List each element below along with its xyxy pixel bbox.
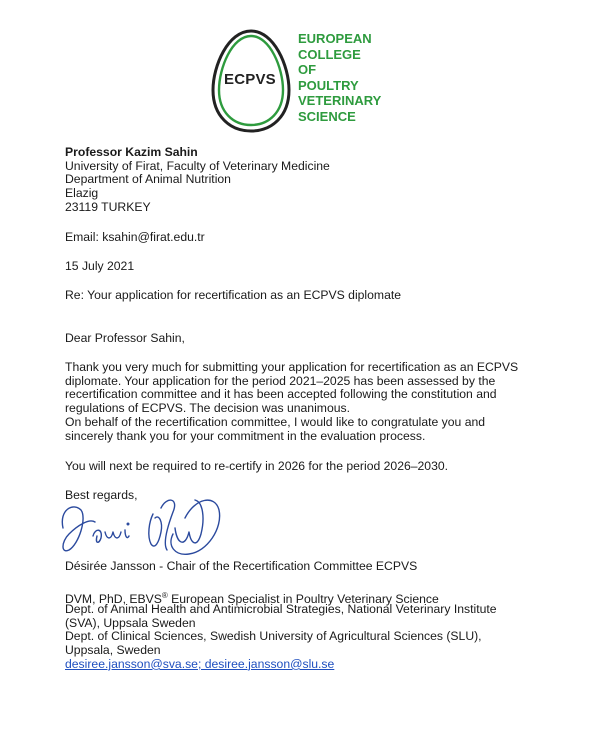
address-line: Department of Animal Nutrition (65, 172, 231, 187)
address-line: 23119 TURKEY (65, 199, 151, 214)
signatory-name-line: Désirée Jansson - Chair of the Recertification Committee ECPVS (65, 559, 418, 573)
address-line: University of Firat, Faculty of Veterinary Medicine (65, 158, 330, 173)
affiliation-line: Dept. of Animal Health and Antimicrobial Strategies, National Veterinary Institute (65, 602, 497, 616)
next-recertification: You will next be required to re-certify in 2026 for the period 2026–2030. (65, 459, 449, 473)
affiliation-line: (SVA), Uppsala Sweden (65, 615, 196, 630)
letter-subject: Re: Your application for recertification as an ECPVS diplomate (65, 288, 402, 302)
letter-date: 15 July 2021 (65, 259, 135, 273)
body-paragraph (65, 361, 518, 443)
ecpvs-logo (210, 28, 400, 136)
org-name-line: COLLEGE (298, 46, 361, 62)
org-name-line: POULTRY (298, 77, 359, 93)
logo-abbreviation: ECPVS (224, 71, 276, 88)
salutation: Dear Professor Sahin, (65, 331, 185, 345)
signature-icon (55, 488, 225, 568)
body-line: recertification committee and it has been accepted following the constitution and (65, 387, 497, 402)
handwritten-signature (55, 488, 225, 568)
body-line: regulations of ECPVS. The decision was unanimous. (65, 401, 350, 416)
affiliation-line: Dept. of Clinical Sciences, Swedish University of Agricultural Sciences (SLU), (65, 629, 482, 644)
org-name-line: VETERINARY (298, 93, 382, 108)
body-line: Thank you very much for submitting your application for recertification as an ECPVS (65, 360, 519, 374)
body-line: On behalf of the recertification committee, I would like to congratulate you and (65, 414, 486, 429)
recipient-email: Email: ksahin@firat.edu.tr (65, 230, 205, 244)
registered-mark: ® (161, 591, 168, 600)
org-name-line: OF (298, 62, 317, 77)
organization-name (298, 31, 408, 124)
body-line: sincerely thank you for your commitment in the evaluation process. (65, 428, 426, 443)
closing: Best regards, (65, 488, 138, 502)
credentials-prefix: DVM, PhD, EBVS (65, 592, 162, 607)
org-name-line: SCIENCE (298, 108, 356, 124)
affiliation-line: Uppsala, Sweden (65, 643, 161, 658)
credentials-suffix: European Specialist in Poultry Veterinary Science (167, 592, 439, 607)
body-line: diplomate. Your application for the period 2021–2025 has been assessed by the (65, 373, 496, 388)
recipient-name: Professor Kazim Sahin (65, 145, 198, 159)
signatory-affiliations (65, 603, 497, 672)
org-name-line: EUROPEAN (298, 31, 372, 46)
signatory-email-links[interactable]: desiree.jansson@sva.se; desiree.jansson@slu.se (65, 656, 335, 671)
address-line: Elazig (65, 186, 99, 201)
recipient-address (65, 146, 330, 215)
